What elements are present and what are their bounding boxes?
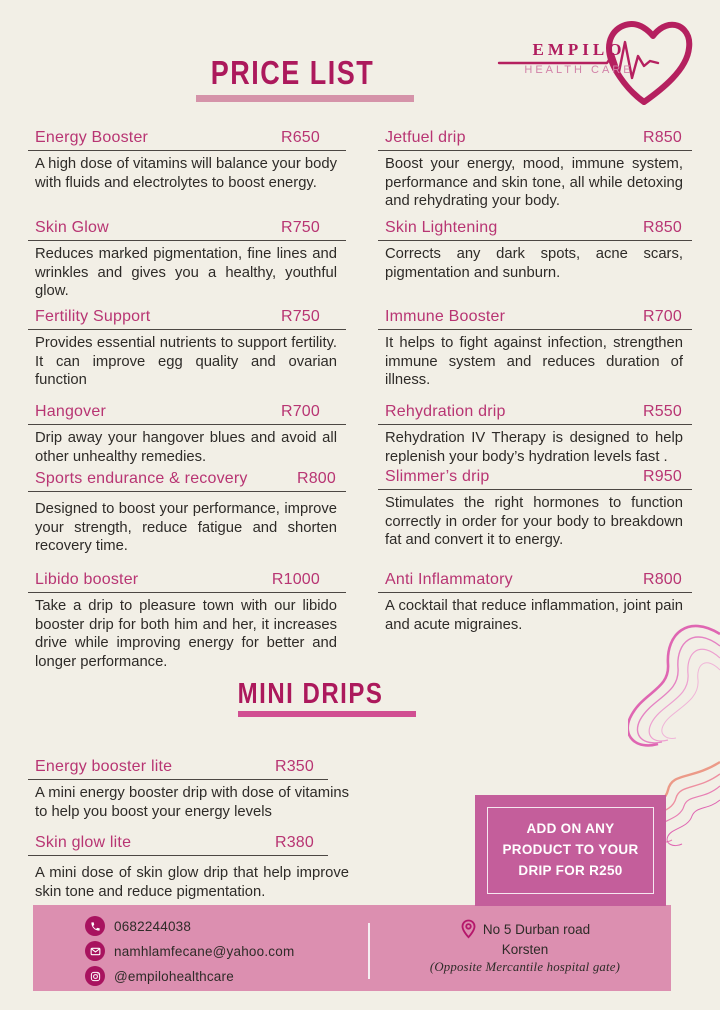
address-suburb: Korsten [501, 942, 549, 957]
footer-contact-band [33, 905, 671, 991]
item-description: Rehydration IV Therapy is designed to help replenish your body’s hydration levels fast . [385, 430, 683, 465]
item-name: Jetfuel drip [385, 129, 466, 146]
mini-drips-title: MINI DRIPS [237, 678, 384, 711]
list-item [28, 758, 358, 821]
item-description: Reduces marked pigmentation, fine lines and wrinkles and gives you a healthy, youthful glow. [35, 246, 337, 300]
brand-logo [495, 14, 695, 106]
list-item [378, 129, 692, 211]
item-name: Rehydration drip [385, 403, 506, 420]
item-name: Sports endurance & recovery [35, 470, 248, 487]
item-price: R650 [280, 129, 320, 146]
item-name: Fertility Support [35, 308, 151, 325]
item-name: Immune Booster [385, 308, 506, 325]
list-item [378, 308, 692, 390]
item-price: R850 [642, 129, 682, 146]
item-name: Anti Inflammatory [385, 571, 513, 588]
item-price: R850 [642, 219, 682, 236]
item-name: Skin Lightening [385, 219, 498, 236]
list-item [378, 468, 692, 550]
address-street: No 5 Durban road [482, 921, 591, 937]
item-price: R380 [274, 834, 314, 851]
item-description: Stimulates the right hormones to function correctly in order for your body to breakdown fat and convert it to energy. [385, 495, 683, 549]
item-name: Hangover [35, 403, 106, 420]
instagram-row [85, 966, 294, 986]
list-item [28, 834, 358, 901]
addon-promo-border [487, 807, 654, 894]
footer-divider [368, 923, 370, 979]
item-description: A cocktail that reduce inflammation, joint pain and acute migraines. [385, 598, 683, 633]
item-description: Drip away your hangover blues and avoid all other unhealthy remedies. [35, 430, 337, 465]
email-row [85, 941, 294, 961]
phone-icon [85, 916, 105, 936]
page-title: PRICE LIST [210, 54, 375, 92]
email-icon [85, 941, 105, 961]
item-name: Slimmer’s drip [385, 468, 490, 485]
item-price: R350 [274, 758, 314, 775]
phone-number[interactable]: 0682244038 [114, 918, 192, 934]
phone-row [85, 916, 294, 936]
instagram-icon [85, 966, 105, 986]
item-price: R950 [642, 468, 682, 485]
item-name: Skin glow lite [35, 834, 132, 851]
address-note: (Opposite Mercantile hospital gate) [429, 960, 621, 974]
item-price: R550 [642, 403, 682, 420]
contact-list [85, 916, 294, 986]
list-item [28, 129, 346, 192]
item-name: Energy booster lite [35, 758, 173, 775]
logo-subtitle: HEALTH CARE [524, 64, 634, 76]
item-name: Energy Booster [35, 129, 149, 146]
item-description: It helps to fight against infection, strengthen immune system and reduces duration of illness. [385, 335, 683, 389]
item-price: R700 [280, 403, 320, 420]
list-item [28, 219, 346, 301]
item-price: R800 [642, 571, 682, 588]
item-description: A high dose of vitamins will balance your body with fluids and electrolytes to boost energy. [35, 156, 337, 191]
item-description: A mini dose of skin glow drip that help improve skin tone and reduce pigmentation. [35, 865, 349, 900]
list-item [378, 403, 692, 466]
item-name: Skin Glow [35, 219, 109, 236]
logo-name: EMPILO [532, 40, 626, 59]
item-price: R750 [280, 219, 320, 236]
title-underline-bar [196, 95, 414, 102]
item-description: Designed to boost your performance, improve your strength, reduce fatigue and shorten recovery time. [35, 501, 337, 555]
list-item [28, 470, 346, 556]
instagram-handle[interactable]: @empilohealthcare [114, 968, 234, 984]
item-price: R750 [280, 308, 320, 325]
item-description: Provides essential nutrients to support fertility. It can improve egg quality and ovarian function [35, 335, 337, 389]
email-address[interactable]: namhlamfecane@yahoo.com [114, 943, 295, 959]
list-item [378, 219, 692, 282]
heart-ekg-icon [495, 14, 695, 106]
item-price: R800 [296, 470, 336, 487]
item-price: R700 [642, 308, 682, 325]
list-item [28, 403, 346, 466]
location-pin-icon [460, 919, 477, 939]
item-description: Boost your energy, mood, immune system, performance and skin tone, all while detoxing and rehydrating your body. [385, 156, 683, 210]
addon-promo-box [475, 795, 666, 906]
list-item [28, 571, 346, 672]
address-block [395, 919, 655, 975]
item-description: Corrects any dark spots, acne scars, pigmentation and sunburn. [385, 246, 683, 281]
mini-drips-underline-bar [238, 711, 416, 717]
list-item [28, 308, 346, 390]
addon-promo-text: ADD ON ANY PRODUCT TO YOUR DRIP FOR R250 [502, 821, 639, 878]
item-name: Libido booster [35, 571, 139, 588]
item-price: R1000 [271, 571, 320, 588]
item-description: A mini energy booster drip with dose of vitamins to help you boost your energy levels [35, 785, 349, 820]
item-description: Take a drip to pleasure town with our libido booster drip for both him and her, it increases drive while improving energy for better and longer performance. [35, 598, 337, 670]
